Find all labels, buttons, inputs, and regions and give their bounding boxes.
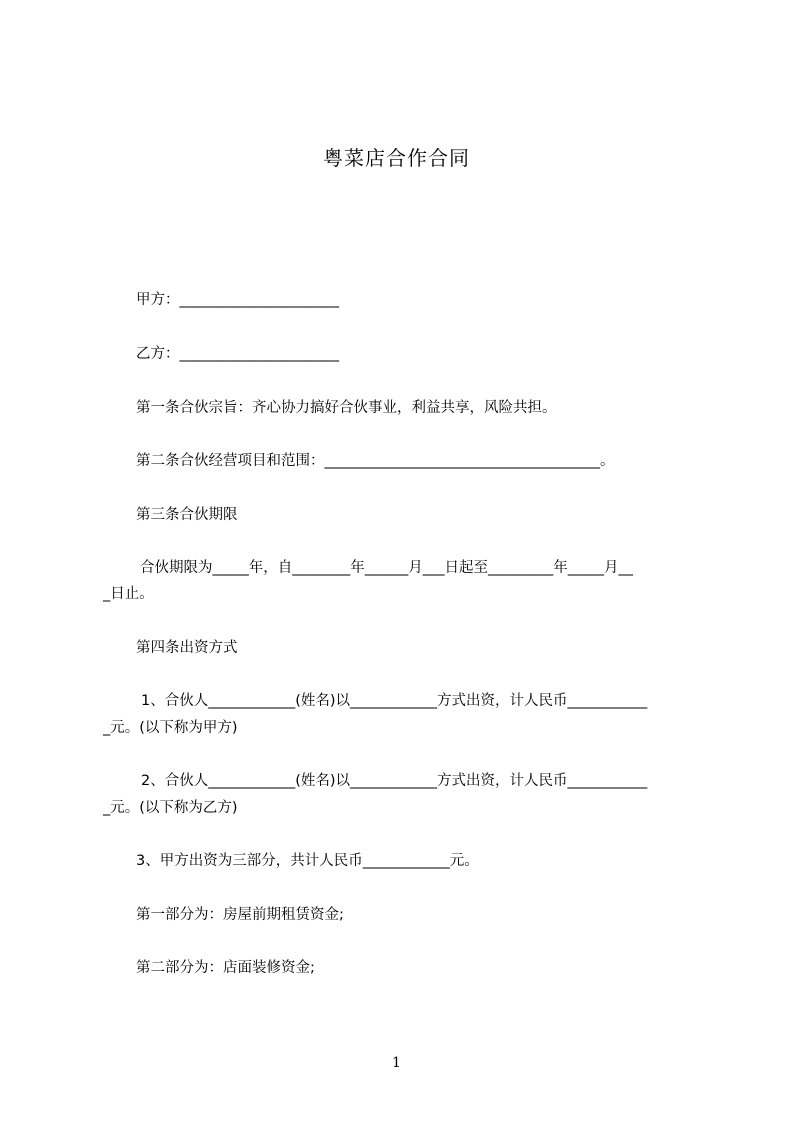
article-4-part-2: 第二部分为：店面装修资金; (136, 960, 315, 976)
article-4-heading: 第四条出资方式 (136, 640, 238, 656)
party-b-line: 乙方：______________________ (136, 346, 339, 362)
article-4-item-2-line-1: 2、合伙人____________(姓名)以____________方式出资，计人民币___________ (141, 773, 648, 789)
page-number: 1 (392, 1055, 401, 1071)
document-title: 粤菜店合作合同 (323, 146, 470, 170)
article-4-part-1: 第一部分为：房屋前期租赁资金; (136, 907, 344, 923)
article-3-heading: 第三条合伙期限 (136, 507, 238, 523)
article-3-term-line-1: 合伙期限为_____年，自________年______月___日起至_________年_____月__ (140, 560, 633, 576)
article-4-item-2-line-2: _元。(以下称为乙方) (103, 800, 238, 816)
article-4-item-1-line-1: 1、合伙人____________(姓名)以____________方式出资，计人民币___________ (141, 693, 648, 709)
article-1-purpose: 第一条合伙宗旨：齐心协力搞好合伙事业，利益共享，风险共担。 (136, 400, 557, 416)
article-2-scope: 第二条合伙经营项目和范围：______________________________________。 (136, 453, 615, 469)
article-4-item-1-line-2: _元。(以下称为甲方) (103, 720, 238, 736)
article-3-term-line-2: _日止。 (103, 586, 154, 602)
article-4-item-3: 3、甲方出资为三部分，共计人民币____________元。 (136, 853, 479, 869)
party-a-line: 甲方：______________________ (136, 292, 339, 308)
